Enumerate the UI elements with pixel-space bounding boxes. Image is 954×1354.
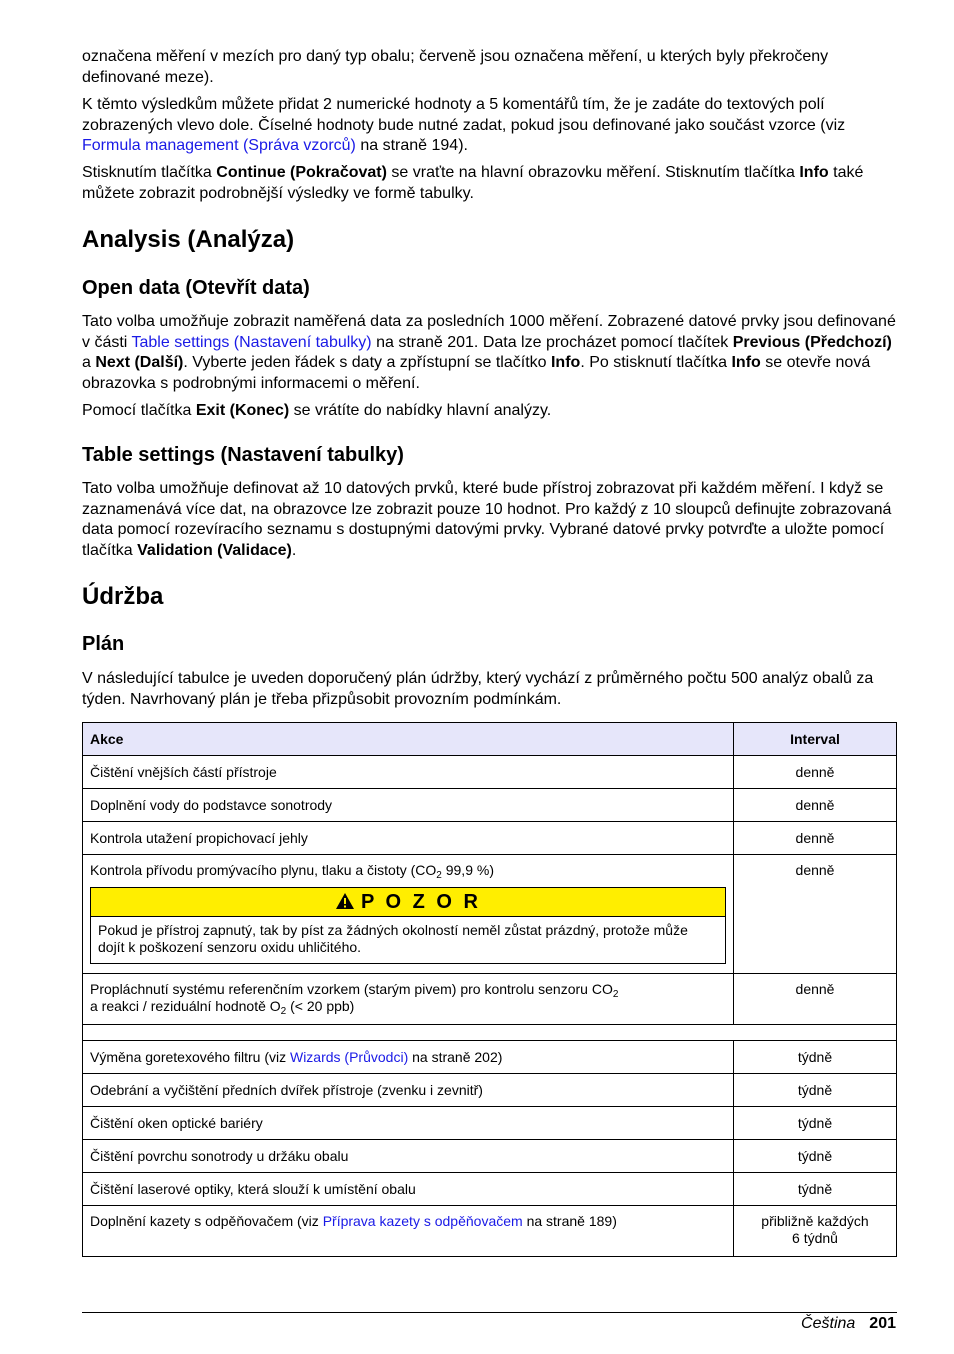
intro-text-2a: K těmto výsledkům můžete přidat 2 numerické hodnoty a 5 komentářů tím, že je zadáte do textových polí zobrazených vlevo dole. Číselné hodnoty bude nutné zadat, pokud jsou definované jako součást vzorce (viz (82, 96, 846, 134)
table-row (83, 1107, 897, 1140)
table-row (83, 1041, 897, 1074)
intro-text-1: označena měření v mezích pro daný typ obalu; červeně jsou označena měření, u kterých byly překročeny definované meze). (82, 48, 829, 86)
intro-paragraph-1 (82, 47, 897, 88)
interval-cell: denně (734, 855, 897, 974)
table-header-row (83, 723, 897, 756)
caution-header (91, 888, 725, 917)
goretex-text-a: Výměna goretexového filtru (viz (90, 1048, 290, 1065)
goretex-text-b: na straně 202) (408, 1048, 503, 1065)
antifoam-cartridge-link[interactable]: Příprava kazety s odpěňovačem (322, 1213, 523, 1229)
interval-cell: denně (734, 789, 897, 822)
action-cell (83, 1041, 734, 1074)
cartridge-text-b: na straně 189) (522, 1213, 617, 1229)
intro-paragraph-3 (82, 163, 897, 204)
intro-text-2b: na straně 194). (355, 137, 468, 154)
action-cell: Čištění vnějších částí přístroje (83, 756, 734, 789)
co2-subscript: 2 (436, 870, 442, 881)
exit-button-ref: Exit (Konec) (195, 402, 290, 419)
next-button-ref: Next (Další) (95, 354, 184, 371)
open-text-b: na straně 201. Data lze procházet pomocí tlačítek (371, 333, 733, 351)
table-text-c: . (291, 541, 297, 559)
column-header-action: Akce (83, 723, 734, 756)
cartridge-text-a: Doplnění kazety s odpěňovačem (viz (90, 1213, 323, 1229)
interval-cell: týdně (734, 1041, 897, 1074)
interval-line-1: přibližně každých (761, 1213, 869, 1229)
validation-button-ref: Validation (Validace) (137, 541, 292, 559)
table-row (83, 756, 897, 789)
flush-text-c: (< 20 ppb) (286, 998, 355, 1014)
table-row-flush (83, 974, 897, 1025)
info-button-ref: Info (799, 164, 829, 181)
table-row (83, 1173, 897, 1206)
info-button-ref-3: Info (731, 354, 761, 371)
gas-text-b: 99,9 %) (441, 862, 494, 878)
intro-text-3d: také můžete zobrazit podrobnější výsledky ve formě tabulky. (82, 164, 864, 202)
table-settings-paragraph (82, 479, 897, 561)
interval-cell: denně (734, 822, 897, 855)
info-button-ref-2: Info (550, 354, 581, 371)
column-header-interval: Interval (734, 723, 897, 756)
flush-text-a: Propláchnutí systému referenčním vzorkem (starým pivem) pro kontrolu senzoru CO (90, 981, 613, 997)
o2-subscript: 2 (280, 1006, 287, 1017)
interval-cell: týdně (734, 1107, 897, 1140)
action-cell (83, 855, 734, 974)
interval-cell: denně (734, 974, 897, 1025)
footer-divider (82, 1312, 897, 1313)
analysis-heading: Analysis (Analýza) (82, 226, 295, 253)
action-cell (83, 1206, 734, 1257)
open-text-e: . Po stisknutí tlačítka (580, 354, 732, 371)
interval-cell: denně (734, 756, 897, 789)
table-row (83, 822, 897, 855)
page-footer (801, 1314, 896, 1334)
caution-box (90, 887, 726, 964)
action-cell: Doplnění vody do podstavce sonotrody (83, 789, 734, 822)
table-row (83, 789, 897, 822)
open-text-d: . Vyberte jeden řádek s daty a zpřístupní se tlačítko (183, 354, 551, 371)
maintenance-table (82, 722, 897, 1257)
intro-paragraph-2 (82, 95, 897, 157)
page-number: 201 (869, 1315, 896, 1332)
table-row (83, 1206, 897, 1257)
action-cell: Kontrola utažení propichovací jehly (83, 822, 734, 855)
caution-title: P O Z O R (361, 891, 481, 913)
table-row (83, 1140, 897, 1173)
table-row-gas (83, 855, 897, 974)
gas-text-a: Kontrola přívodu promývacího plynu, tlaku a čistoty (CO (90, 862, 437, 878)
open-text-c: a (82, 354, 96, 371)
action-cell: Čištění laserové optiky, která slouží k umístění obalu (83, 1173, 734, 1206)
plan-paragraph: V následující tabulce je uveden doporučený plán údržby, který vychází z průměrného počtu 500 analýz obalů za týden. Navrhovaný plán je třeba přizpůsobit provozním podmínkám. (82, 670, 874, 708)
action-cell (83, 974, 734, 1025)
table-text-a: Tato volba umožňuje definovat až 10 datových prvků, které bude přístroj zobrazovat při každém měření. I když se zaznamenává více dat, na obrazovce lze zobrazit pouze 10 hodnot. Pro každý z 10 sloupců definujte zobrazovaná data pomocí rozevíracího seznamu s dostupnými datovými prvky. Vybrané datové prvky potvrďte a uložte pomocí tlačítka (82, 480, 892, 559)
interval-cell: týdně (734, 1173, 897, 1206)
open-text-f: se otevře nová obrazovka s podrobnými informacemi o měření. (82, 354, 871, 392)
open-text-a: Tato volba umožňuje zobrazit naměřená data za posledních 1000 měření. Zobrazené datové prvky jsou definované v části (82, 313, 896, 351)
interval-cell: týdně (734, 1074, 897, 1107)
intro-text-3a: Stisknutím tlačítka (82, 164, 217, 181)
table-spacer-row (83, 1025, 897, 1041)
table-row (83, 1074, 897, 1107)
co2-subscript: 2 (612, 989, 619, 1000)
plan-heading: Plán (82, 633, 125, 655)
intro-text-3c: se vraťte na hlavní obrazovku měření. Stisknutím tlačítka (386, 164, 800, 181)
open-data-heading: Open data (Otevřít data) (82, 277, 310, 299)
action-cell: Čištění povrchu sonotrody u držáku obalu (83, 1140, 734, 1173)
open-data-paragraph-2 (82, 401, 897, 422)
maintenance-heading: Údržba (82, 583, 164, 610)
wizards-link[interactable]: Wizards (Průvodci) (289, 1048, 409, 1065)
formula-management-link[interactable]: Formula management (Správa vzorců) (82, 137, 356, 154)
warning-triangle-icon (335, 892, 355, 910)
action-cell: Odebrání a vyčištění předních dvířek přístroje (zvenku i zevnitř) (83, 1074, 734, 1107)
caution-text: Pokud je přístroj zapnutý, tak by píst za žádných okolností neměl zůstat prázdný, protože může dojít k poškození senzoru oxidu uhličitého. (98, 922, 688, 955)
footer-language: Čeština (801, 1315, 856, 1332)
interval-cell: týdně (734, 1140, 897, 1173)
interval-cell (734, 1206, 897, 1257)
continue-button-ref: Continue (Pokračovat) (216, 164, 387, 181)
interval-line-2: 6 týdnů (792, 1230, 838, 1246)
open-p2-text-c: se vrátíte do nabídky hlavní analýzy. (289, 402, 552, 419)
open-data-paragraph-1 (82, 312, 897, 394)
previous-button-ref: Previous (Předchozí) (732, 333, 892, 351)
open-p2-text-a: Pomocí tlačítka (82, 402, 196, 419)
flush-text-b: a reakci / reziduální hodnotě O (90, 998, 281, 1014)
action-cell: Čištění oken optické bariéry (83, 1107, 734, 1140)
table-settings-heading: Table settings (Nastavení tabulky) (82, 444, 404, 466)
spacer-cell (83, 1025, 897, 1041)
table-settings-link[interactable]: Table settings (Nastavení tabulky) (131, 333, 372, 351)
